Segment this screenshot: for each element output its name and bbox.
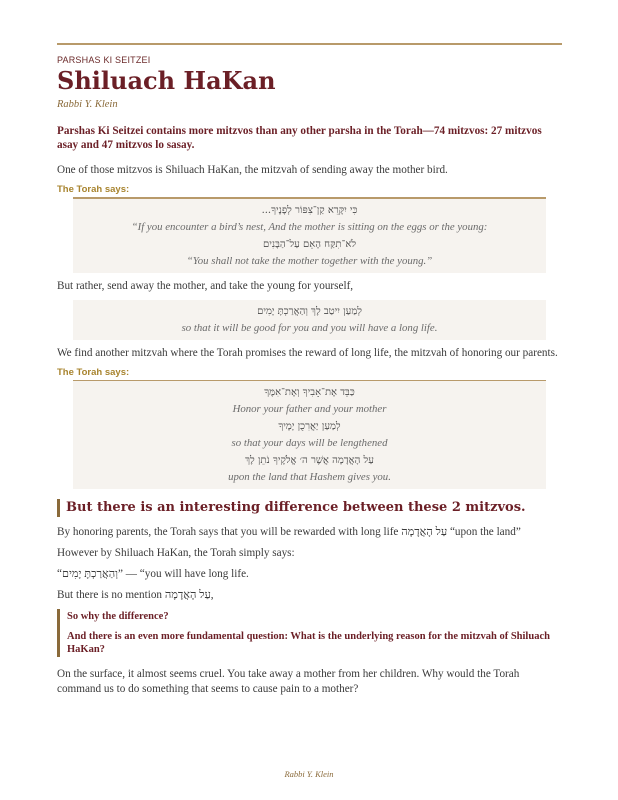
section-heading: But there is an interesting difference between these 2 mitzvos.: [57, 499, 562, 517]
body-paragraph: However by Shiluach HaKan, the Torah simply says:: [57, 547, 295, 559]
document-page: [57, 43, 562, 703]
author-byline: Rabbi Y. Klein: [57, 99, 118, 110]
body-paragraph: One of those mitzvos is Shiluach HaKan, the mitzvah of sending away the mother bird.: [57, 164, 448, 176]
page-title: Shiluach HaKan: [57, 66, 276, 95]
body-paragraph: On the surface, it almost seems cruel. You take away a mother from her children. Why would the Torah command us to do something that seems to cause pain to a mother?: [57, 668, 520, 695]
lede-paragraph: Parshas Ki Seitzei contains more mitzvos than any other parsha in the Torah—74 mitzvos: 27 mitzvos asay and 47 mitzvos lo sasay.: [57, 125, 542, 151]
english-translation: upon the land that Hashem gives you.: [228, 471, 391, 483]
callout-question: And there is an even more fundamental question: What is the underlying reason for the mitzvah of Shiluach HaKan?: [67, 631, 550, 655]
hebrew-verse: לְמַעַן יִיטַב לָךְ וְהַאֲרַכְתָּ יָמִים: [257, 305, 362, 317]
english-translation: “If you encounter a bird’s nest, And the mother is sitting on the eggs or the young:: [131, 220, 488, 233]
torah-quote-box: [73, 381, 546, 489]
torah-says-label: The Torah says:: [57, 366, 130, 378]
english-translation: Honor your father and your mother: [232, 403, 387, 415]
body-paragraph: By honoring parents, the Torah says that you will be rewarded with long life עַל הָאֲדָמָה “upon the land”: [57, 526, 521, 538]
torah-quote-box: [73, 199, 546, 273]
hebrew-verse: עַל הָאֲדָמָה אֲשֶׁר ה׳ אֱלֹקֶיךָ נֹתֵן לָךְ: [245, 455, 374, 466]
hebrew-verse: לְמַעַן יַאֲרִכֻן יָמֶיךָ: [278, 421, 341, 432]
english-translation: so that it will be good for you and you will have a long life.: [181, 321, 438, 334]
body-paragraph: “וְהַאֲרַכְתָּ יָמִים” — “you will have long life.: [57, 568, 249, 580]
hebrew-verse: כִּי יִקָּרֵא קַן־צִפּוֹר לְפָנֶיךָ...: [261, 204, 358, 216]
hebrew-verse: כַּבֵּד אֶת־אָבִיךָ וְאֶת־אִמֶּךָ: [264, 387, 355, 398]
callout-question: So why the difference?: [67, 611, 169, 622]
torah-quote-box: [73, 300, 546, 340]
torah-says-label: The Torah says:: [57, 184, 130, 195]
page-footer: Rabbi Y. Klein: [284, 769, 334, 779]
body-paragraph: But there is no mention עַל הָאֲדָמָה,: [57, 589, 214, 601]
english-translation: “You shall not take the mother together with the young.”: [186, 254, 433, 267]
english-translation: so that your days will be lengthened: [231, 437, 388, 449]
question-callout: [57, 609, 562, 657]
body-paragraph: But rather, send away the mother, and take the young for yourself,: [57, 279, 354, 292]
body-paragraph: We find another mitzvah where the Torah promises the reward of long life, the mitzvah of honoring our parents.: [57, 346, 558, 359]
hebrew-verse: לֹא־תִקַּח הָאֵם עַל־הַבָּנִים: [262, 238, 357, 250]
parsha-kicker: PARSHAS KI SEITZEI: [57, 55, 151, 65]
top-divider: [57, 43, 562, 45]
